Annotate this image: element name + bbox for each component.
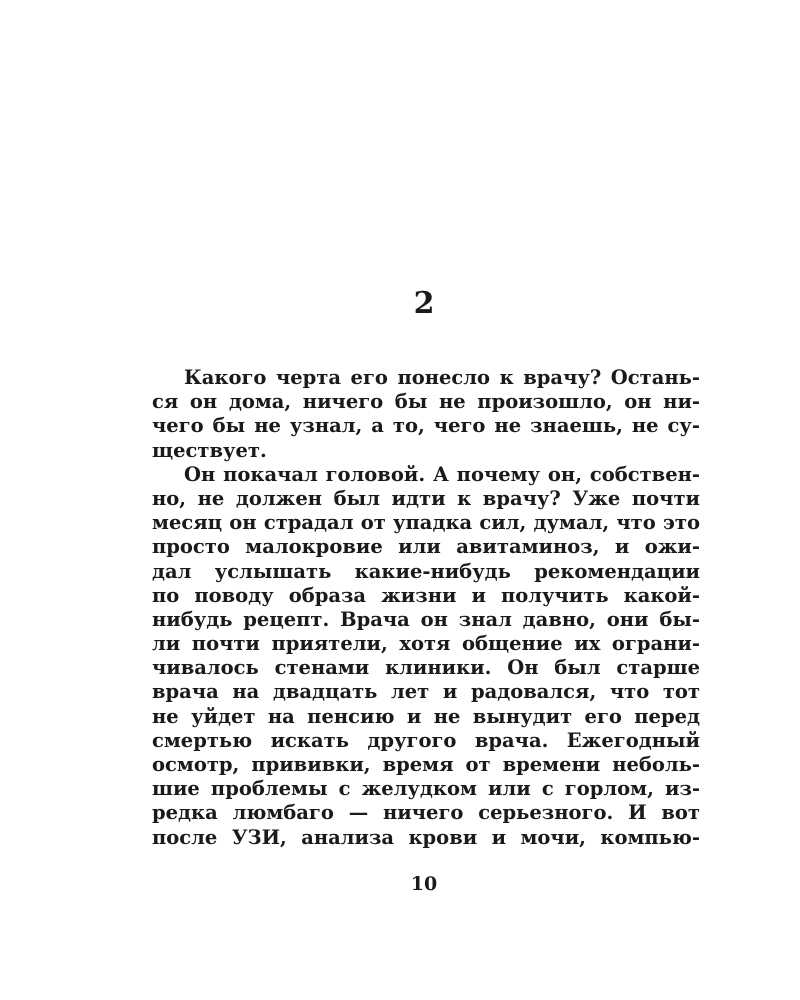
paragraph-2-line-7: нибудь рецепт. Врача он знал давно, они бы- [152,607,700,631]
paragraph-2-line-11: не уйдет на пенсию и не вынудит его перед [152,704,700,728]
paragraph-2-line-10: врача на двадцать лет и радовался, что тот [152,680,700,704]
paragraph-2-line-15: редка люмбаго — ничего серьезного. И вот [152,801,700,825]
paragraph-1-line-3: чего бы не узнал, а то, чего не знаешь, не су- [152,414,700,438]
paragraph-2-line-12: смертью искать другого врача. Ежегодный [152,728,700,752]
paragraph-1-line-2: ся он дома, ничего бы не произошло, он ни- [152,390,700,414]
paragraph-2-line-1: Он покачал головой. А почему он, собствен- [184,462,700,486]
paragraph-2-line-2: но, не должен был идти к врачу? Уже почти [152,486,700,510]
paragraph-2-line-16: после УЗИ, анализа крови и мочи, компью- [152,825,700,849]
paragraph-2-line-9: чивалось стенами клиники. Он был старше [152,656,700,680]
paragraph-2-line-8: ли почти приятели, хотя общение их ограни- [152,632,700,656]
paragraph-2-line-14: шие проблемы с желудком или с горлом, из- [152,777,700,801]
page-number: 10 [410,873,438,895]
paragraph-2-line-4: просто малокровие или авитаминоз, и ожи- [152,535,700,559]
paragraph-2-line-13: осмотр, прививки, время от времени неболь- [152,753,700,776]
paragraph-1-line-1: Какого черта его понесло к врачу? Остань- [184,366,700,389]
body-text [152,366,700,850]
paragraph-1-line-4: ществует. [152,438,267,462]
chapter-number: 2 [413,286,435,321]
paragraph-2-line-6: по поводу образа жизни и получить какой- [152,583,700,607]
paragraph-2-line-3: месяц он страдал от упадка сил, думал, что это [152,511,700,535]
paragraph-2-line-5: дал услышать какие-нибудь рекомендации [152,559,700,583]
